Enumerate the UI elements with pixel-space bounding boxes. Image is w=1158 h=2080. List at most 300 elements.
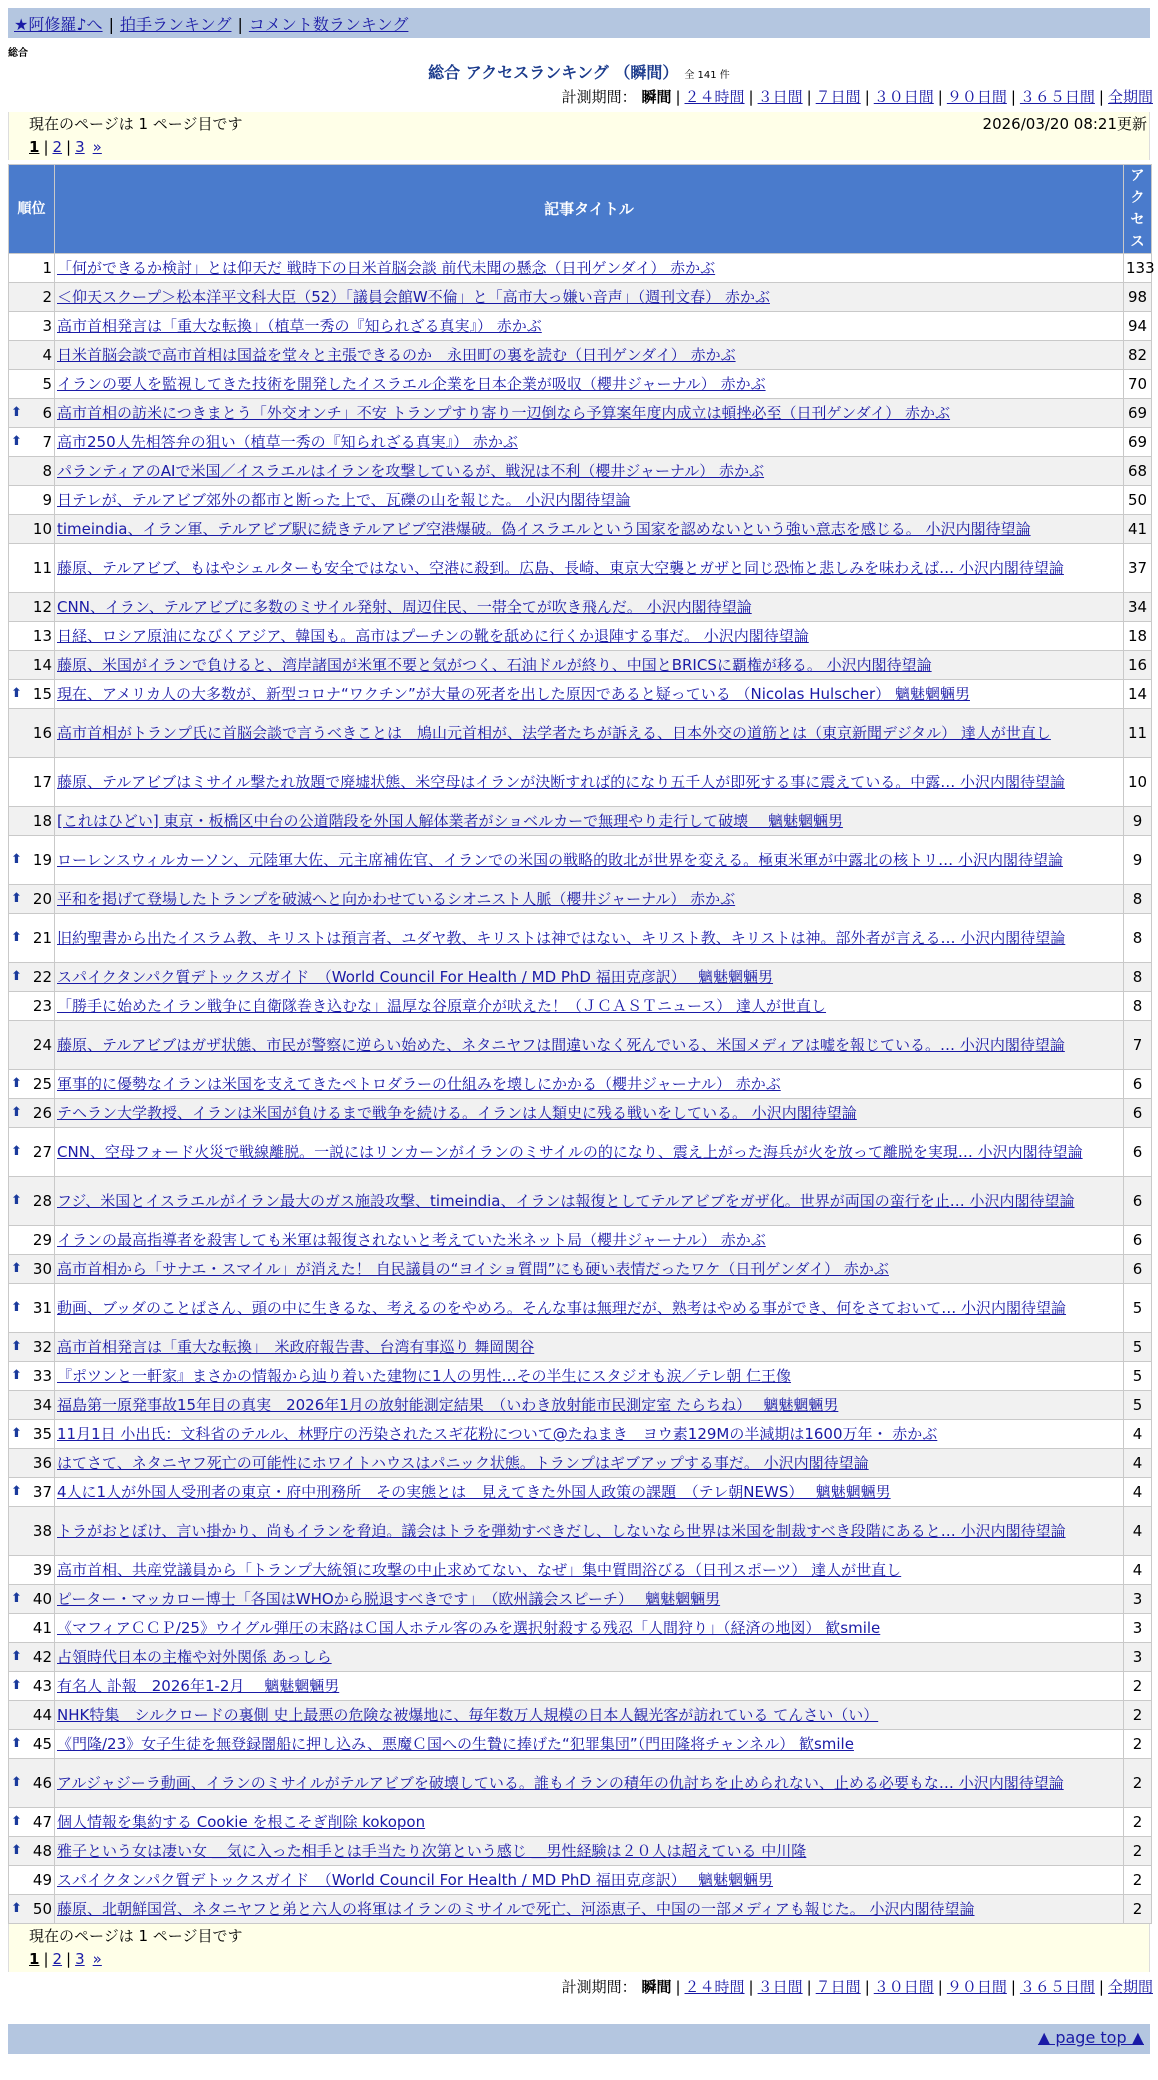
table-row — [9, 370, 1152, 399]
rank-number: 40 — [32, 1590, 52, 1608]
title-cell — [55, 1507, 1124, 1556]
rank-cell — [9, 1226, 55, 1255]
page-link-3[interactable]: 3 — [75, 138, 85, 156]
up-arrow-icon: ⬆ — [11, 686, 22, 701]
rank-number: 47 — [32, 1813, 52, 1831]
period-7d-link[interactable]: ７日間 — [815, 88, 861, 106]
rank-number: 49 — [32, 1871, 52, 1889]
table-row — [9, 341, 1152, 370]
rank-cell — [9, 1866, 55, 1895]
title-column-header: 記事タイトル — [55, 165, 1124, 254]
article-title-link[interactable]: 福島第一原発事故15年目の真実 2026年1月の放射能測定結果 （いわき放射能市民測定室 たらちね） 魑魅魍魎男 — [57, 1396, 839, 1414]
access-count: 2 — [1124, 1701, 1152, 1730]
separator: | — [237, 15, 243, 34]
article-title-link[interactable]: トラがおとぼけ、言い掛かり、尚もイランを脅迫。議会はトラを弾劾すべきだし、しないなら世界は米国を制裁すべき段階にあると… 小沢内閣待望論 — [57, 1522, 1066, 1540]
next-page-link[interactable]: » — [92, 138, 102, 156]
page-link-2[interactable]: 2 — [52, 1950, 63, 1968]
title-cell — [55, 1391, 1124, 1420]
title-cell — [55, 807, 1124, 836]
up-arrow-icon: ⬆ — [11, 1484, 22, 1499]
article-title-link[interactable]: 個人情報を集約する Cookie を根こそぎ削除 kokopon — [57, 1813, 426, 1831]
rank-cell — [9, 1808, 55, 1837]
title-cell — [55, 1614, 1124, 1643]
article-title-link[interactable]: 占領時代日本の主権や対外関係 あっしら — [57, 1648, 332, 1666]
access-count: 3 — [1124, 1643, 1152, 1672]
access-count: 6 — [1124, 1070, 1152, 1099]
access-count: 9 — [1124, 836, 1152, 885]
table-row — [9, 963, 1152, 992]
title-cell — [55, 914, 1124, 963]
rank-number: 37 — [32, 1483, 52, 1501]
period-24h-link[interactable]: ２４時間 — [684, 1978, 745, 1996]
article-title-link[interactable]: 高市首相がトランプ氏に首脳会談で言うべきことは 鳩山元首相が、法学者たちが訴える、日本外交の道筋とは（東京新聞デジタル） 達人が世直し — [57, 724, 1051, 742]
title-cell — [55, 1255, 1124, 1284]
access-count: 6 — [1124, 1099, 1152, 1128]
access-count: 6 — [1124, 1255, 1152, 1284]
title-cell — [55, 1643, 1124, 1672]
title-cell — [55, 1866, 1124, 1895]
title-cell — [55, 1556, 1124, 1585]
access-count: 37 — [1124, 544, 1152, 593]
up-arrow-icon: ⬆ — [11, 969, 22, 984]
access-count: 16 — [1124, 651, 1152, 680]
title-cell — [55, 1021, 1124, 1070]
access-count: 8 — [1124, 963, 1152, 992]
title-cell — [55, 457, 1124, 486]
article-title-link[interactable]: 「勝手に始めたイラン戦争に自衛隊巻き込むな」温厚な谷原章介が吠えた！（ＪＣＡＳＴニュース） 達人が世直し — [57, 997, 827, 1015]
up-arrow-icon: ⬆ — [11, 1843, 22, 1858]
access-count: 4 — [1124, 1556, 1152, 1585]
separator: | — [108, 15, 114, 34]
table-row — [9, 486, 1152, 515]
rank-cell — [9, 1837, 55, 1866]
article-title-link[interactable]: 藤原、テルアビブはミサイル撃たれ放題で廃墟状態、米空母はイランが決断すれば的になり五千人が即死する事に震えている。中露… 小沢内閣待望論 — [57, 773, 1065, 791]
access-count: 69 — [1124, 399, 1152, 428]
rank-cell — [9, 1128, 55, 1177]
rank-cell — [9, 963, 55, 992]
article-title-link[interactable]: イランの最高指導者を殺害しても米軍は報復されないと考えていた米ネット局（櫻井ジャーナル） 赤かぶ — [57, 1231, 766, 1249]
article-title-link[interactable]: スパイクタンパク質デトックスガイド （World Council For Health / MD PhD 福田克彦訳） 魑魅魍魎男 — [57, 968, 774, 986]
rank-cell — [9, 651, 55, 680]
title-cell — [55, 758, 1124, 807]
rank-cell — [9, 1391, 55, 1420]
article-title-link[interactable]: 《門隆/23》女子生徒を無登録闇船に押し込み、悪魔Ｃ国への生贄に捧げた“犯罪集団”（門田隆将チャンネル） 歓smile — [57, 1735, 854, 1753]
table-row — [9, 1449, 1152, 1478]
rank-number: 42 — [32, 1648, 52, 1666]
table-row — [9, 807, 1152, 836]
home-link[interactable]: ★阿修羅♪へ — [14, 15, 103, 34]
rank-cell — [9, 1333, 55, 1362]
article-title-link[interactable]: 日経、ロシア原油になびくアジア、韓国も。高市はプーチンの靴を舐めに行くか退陣する事だ。 小沢内閣待望論 — [57, 627, 809, 645]
table-row — [9, 836, 1152, 885]
rank-number: 27 — [32, 1143, 52, 1161]
article-title-link[interactable]: 藤原、米国がイランで負けると、湾岸諸国が米軍不要と気がつく、石油ドルが終り、中国とBRICSに覇権が移る。 小沢内閣待望論 — [57, 656, 932, 674]
rank-number: 4 — [42, 346, 52, 364]
table-row — [9, 1021, 1152, 1070]
article-title-link[interactable]: 軍事的に優勢なイランは米国を支えてきたペトロダラーの仕組みを壊しにかかる（櫻井ジャーナル） 赤かぶ — [57, 1075, 781, 1093]
rank-cell — [9, 1177, 55, 1226]
access-count: 11 — [1124, 709, 1152, 758]
title-cell — [55, 1128, 1124, 1177]
rank-cell — [9, 680, 55, 709]
access-count: 68 — [1124, 457, 1152, 486]
page-link-2[interactable]: 2 — [52, 138, 63, 156]
article-title-link[interactable]: 藤原、テルアビブ、もはやシェルターも安全ではない、空港に殺到。広島、長崎、東京大空襲とガザと同じ恐怖と悲しみを味わえば… 小沢内閣待望論 — [57, 559, 1064, 577]
title-cell — [55, 1420, 1124, 1449]
period-label: 計測期間： — [561, 88, 637, 106]
article-title-link[interactable]: 平和を掲げて登場したトランプを破滅へと向かわせているシオニスト人脈（櫻井ジャーナル） 赤かぶ — [57, 890, 736, 908]
access-count: 10 — [1124, 758, 1152, 807]
table-row — [9, 1391, 1152, 1420]
title-cell — [55, 399, 1124, 428]
article-title-link[interactable]: CNN、イラン、テルアビブに多数のミサイル発射、周辺住民、一帯全てが吹き飛んだ。 小沢内閣待望論 — [57, 598, 752, 616]
period-all-link[interactable]: 全期間 — [1107, 1978, 1153, 1996]
article-title-link[interactable]: 雅子という女は凄い女 ＿気に入った相手とは手当たり次第という感じ ＿男性経験は２０人は超えている 中川隆 — [57, 1842, 807, 1860]
title-cell — [55, 283, 1124, 312]
article-title-link[interactable]: スパイクタンパク質デトックスガイド （World Council For Health / MD PhD 福田克彦訳） 魑魅魍魎男 — [57, 1871, 774, 1889]
table-row — [9, 1099, 1152, 1128]
access-count: 2 — [1124, 1730, 1152, 1759]
table-row — [9, 992, 1152, 1021]
period-7d-link[interactable]: ７日間 — [815, 1978, 861, 1996]
rank-number: 25 — [32, 1075, 52, 1093]
access-count: 2 — [1124, 1759, 1152, 1808]
period-3d-link[interactable]: ３日間 — [757, 1978, 803, 1996]
table-row — [9, 428, 1152, 457]
table-row — [9, 1333, 1152, 1362]
title-cell — [55, 1226, 1124, 1255]
period-90d-link[interactable]: ９０日間 — [946, 88, 1007, 106]
rank-number: 18 — [32, 812, 52, 830]
up-arrow-icon: ⬆ — [11, 1300, 22, 1315]
category-label: 総合 — [8, 48, 28, 59]
title-cell — [55, 1701, 1124, 1730]
article-title-link[interactable]: 高市首相、共産党議員から「トランプ大統領に攻撃の中止求めてない、なぜ」集中質問浴びる（日刊スポーツ） 達人が世直し — [57, 1561, 902, 1579]
period-current: 瞬間 — [641, 88, 672, 106]
article-title-link[interactable]: 日テレが、テルアビブ郊外の都市と断った上で、瓦礫の山を報じた。 小沢内閣待望論 — [57, 491, 631, 509]
article-title-link[interactable]: 11月1日 小出氏：文科省のテルル、林野庁の汚染されたスギ花粉について@たねまき ヨウ素129Mの半減期は1600万年・ 赤かぶ — [57, 1425, 938, 1443]
access-count: 4 — [1124, 1478, 1152, 1507]
title-cell — [55, 1449, 1124, 1478]
rank-cell — [9, 914, 55, 963]
rank-number: 5 — [42, 375, 52, 393]
period-90d-link[interactable]: ９０日間 — [946, 1978, 1007, 1996]
period-30d-link[interactable]: ３０日間 — [873, 88, 934, 106]
article-title-link[interactable]: 高市首相発言は「重大な転換」 米政府報告書、台湾有事巡り 舞岡関谷 — [57, 1338, 535, 1356]
table-row — [9, 1070, 1152, 1099]
article-title-link[interactable]: timeindia、イラン軍、テルアビブ駅に続きテルアビブ空港爆破。偽イスラエルという国家を認めないという強い意志を感じる。 小沢内閣待望論 — [57, 520, 1031, 538]
table-row — [9, 1478, 1152, 1507]
page-title — [0, 60, 1158, 83]
access-count: 3 — [1124, 1614, 1152, 1643]
title-cell — [55, 1672, 1124, 1701]
article-title-link[interactable]: 『ポツンと一軒家』まさかの情報から辿り着いた建物に1人の男性…その半生にスタジオも涙／テレ朝 仁王像 — [57, 1367, 792, 1385]
rank-number: 26 — [32, 1104, 52, 1122]
access-count: 98 — [1124, 283, 1152, 312]
up-arrow-icon: ⬆ — [11, 930, 22, 945]
article-title-link[interactable]: 藤原、テルアビブはガザ状態、市民が警察に逆らい始めた、ネタニヤフは間違いなく死んでいる、米国メディアは嘘を報じている。… 小沢内閣待望論 — [57, 1036, 1065, 1054]
page-link-3[interactable]: 3 — [75, 1950, 85, 1968]
table-row — [9, 1362, 1152, 1391]
rank-number: 32 — [32, 1338, 52, 1356]
access-count: 34 — [1124, 593, 1152, 622]
title-cell — [55, 1759, 1124, 1808]
rank-number: 28 — [32, 1192, 52, 1210]
access-count: 6 — [1124, 1177, 1152, 1226]
table-row — [9, 312, 1152, 341]
rank-number: 21 — [32, 929, 52, 947]
table-row — [9, 680, 1152, 709]
table-row — [9, 1759, 1152, 1808]
period-current: 瞬間 — [641, 1978, 672, 1996]
rank-number: 12 — [32, 598, 52, 616]
table-row — [9, 709, 1152, 758]
article-title-link[interactable]: NHK特集 シルクロードの裏側 史上最悪の危険な被爆地に、毎年数万人規模の日本人観光客が訪れている てんさい（い） — [57, 1706, 879, 1724]
article-title-link[interactable]: 有名人 訃報 2026年1-2月 魑魅魍魎男 — [57, 1677, 340, 1695]
pager-top: 現在のページは 1 ページ目です 2026/03/20 08:21更新 1 | 2 | 3 » — [8, 112, 1150, 160]
access-count: 94 — [1124, 312, 1152, 341]
table-row — [9, 399, 1152, 428]
title-cell — [55, 622, 1124, 651]
rank-number: 33 — [32, 1367, 52, 1385]
access-count: 70 — [1124, 370, 1152, 399]
table-row — [9, 1643, 1152, 1672]
article-title-link[interactable]: 高市250人先相答弁の狙い（植草一秀の『知られざる真実』） 赤かぶ — [57, 433, 518, 451]
period-label: 計測期間： — [561, 1978, 637, 1996]
access-count: 5 — [1124, 1333, 1152, 1362]
article-title-link[interactable]: CNN、空母フォード火災で戦線離脱。一説にはリンカーンがイランのミサイルの的になり、震え上がった海兵が火を放って離脱を実現… 小沢内閣待望論 — [57, 1143, 1083, 1161]
article-title-link[interactable]: ピーター・マッカロー博士「各国はWHOから脱退すべきです」 （欧州議会スピーチ） 魑魅魍魎男 — [57, 1590, 721, 1608]
rank-cell — [9, 1284, 55, 1333]
up-arrow-icon: ⬆ — [11, 405, 22, 420]
up-arrow-icon: ⬆ — [11, 1591, 22, 1606]
up-arrow-icon: ⬆ — [11, 1261, 22, 1276]
rank-number: 3 — [42, 317, 52, 335]
applause-ranking-link[interactable]: 拍手ランキング — [119, 15, 232, 34]
article-title-link[interactable]: 4人に1人が外国人受刑者の東京・府中刑務所 その実態とは 見えてきた外国人政策の課題 （テレ朝NEWS） 魑魅魍魎男 — [57, 1483, 891, 1501]
up-arrow-icon: ⬆ — [11, 1649, 22, 1664]
article-title-link[interactable]: 「何ができるか検討」とは仰天だ 戦時下の日米首脳会談 前代未聞の懸念（日刊ゲンダイ） 赤かぶ — [57, 259, 716, 277]
rank-cell — [9, 1701, 55, 1730]
article-title-link[interactable]: 現在、アメリカ人の大多数が、新型コロナ“ワクチン”が大量の死者を出した原因であると疑っている （Nicolas Hulscher） 魑魅魍魎男 — [57, 685, 970, 703]
rank-cell — [9, 1449, 55, 1478]
table-row — [9, 1128, 1152, 1177]
rank-column-header: 順位 — [9, 165, 55, 254]
up-arrow-icon: ⬆ — [11, 1901, 22, 1916]
table-row — [9, 1420, 1152, 1449]
table-row — [9, 1226, 1152, 1255]
article-title-link[interactable]: フジ、米国とイスラエルがイラン最大のガス施設攻撃、timeindia、イランは報復としてテルアビブをガザ化。世界が両国の蛮行を止… 小沢内閣待望論 — [57, 1192, 1075, 1210]
rank-cell — [9, 1585, 55, 1614]
rank-cell — [9, 709, 55, 758]
rank-number: 38 — [32, 1522, 52, 1540]
rank-number: 43 — [32, 1677, 52, 1695]
rank-cell — [9, 399, 55, 428]
rank-cell — [9, 1362, 55, 1391]
rank-number: 45 — [32, 1735, 52, 1753]
page-top-link[interactable]: ▲ page top ▲ — [1037, 2028, 1144, 2047]
period-365d-link[interactable]: ３６５日間 — [1019, 1978, 1095, 1996]
article-title-link[interactable]: イランの要人を監視してきた技術を開発したイスラエル企業を日本企業が吸収（櫻井ジャーナル） 赤かぶ — [57, 375, 766, 393]
title-cell — [55, 370, 1124, 399]
rank-cell — [9, 992, 55, 1021]
table-row — [9, 1808, 1152, 1837]
article-title-link[interactable]: 高市首相から「サナエ・スマイル」が消えた！ 自民議員の“ヨイショ質問”にも硬い表情だったワケ（日刊ゲンダイ） 赤かぶ — [57, 1260, 889, 1278]
table-row — [9, 1284, 1152, 1333]
current-page-text: 現在のページは 1 ページ目です — [29, 115, 243, 133]
next-page-link[interactable]: » — [92, 1950, 102, 1968]
rank-number: 31 — [32, 1299, 52, 1317]
page-current: 1 — [29, 138, 40, 156]
rank-cell — [9, 457, 55, 486]
table-row — [9, 1556, 1152, 1585]
access-count: 2 — [1124, 1866, 1152, 1895]
access-count: 41 — [1124, 515, 1152, 544]
period-365d-link[interactable]: ３６５日間 — [1019, 88, 1095, 106]
rank-cell — [9, 1099, 55, 1128]
access-count: 9 — [1124, 807, 1152, 836]
title-cell — [55, 1895, 1124, 1924]
table-row — [9, 1585, 1152, 1614]
table-row — [9, 283, 1152, 312]
access-count: 50 — [1124, 486, 1152, 515]
rank-number: 6 — [42, 404, 52, 422]
pager-bottom: 現在のページは 1 ページ目です 1 | 2 | 3 » — [8, 1924, 1150, 1972]
rank-cell — [9, 370, 55, 399]
rank-number: 44 — [32, 1706, 52, 1724]
access-count: 7 — [1124, 1021, 1152, 1070]
title-cell — [55, 254, 1124, 283]
access-count: 5 — [1124, 1284, 1152, 1333]
rank-cell — [9, 341, 55, 370]
rank-number: 16 — [32, 724, 52, 742]
updated-timestamp: 2026/03/20 08:21更新 — [982, 115, 1147, 133]
article-title-link[interactable]: 高市首相の訪米につきまとう「外交オンチ」不安 トランプすり寄り一辺倒なら予算案年度内成立は頓挫必至（日刊ゲンダイ） 赤かぶ — [57, 404, 951, 422]
period-selector-top: 計測期間： 瞬間 | ２４時間 | ３日間 | ７日間 | ３０日間 | ９０日間 | ３６５日間 | 全期間 — [561, 88, 1153, 106]
rank-number: 11 — [32, 559, 52, 577]
rank-cell — [9, 807, 55, 836]
up-arrow-icon: ⬆ — [11, 1193, 22, 1208]
rank-cell — [9, 836, 55, 885]
up-arrow-icon: ⬆ — [11, 1426, 22, 1441]
rank-number: 39 — [32, 1561, 52, 1579]
current-page-text: 現在のページは 1 ページ目です — [29, 1927, 243, 1945]
table-row — [9, 1507, 1152, 1556]
table-row — [9, 457, 1152, 486]
rank-cell — [9, 544, 55, 593]
rank-cell — [9, 283, 55, 312]
title-cell — [55, 544, 1124, 593]
ranking-rows — [9, 254, 1155, 1924]
rank-number: 13 — [32, 627, 52, 645]
rank-number: 29 — [32, 1231, 52, 1249]
total-count: 全 141 件 — [684, 70, 730, 81]
title-cell — [55, 1099, 1124, 1128]
article-title-link[interactable]: パランティアのAIで米国／イスラエルはイランを攻撃しているが、戦況は不利（櫻井ジャーナル） 赤かぶ — [57, 462, 765, 480]
access-count: 14 — [1124, 680, 1152, 709]
table-row — [9, 914, 1152, 963]
rank-number: 22 — [32, 968, 52, 986]
rank-number: 1 — [42, 259, 52, 277]
rank-number: 2 — [42, 288, 52, 306]
access-count: 5 — [1124, 1362, 1152, 1391]
rank-cell — [9, 593, 55, 622]
period-all-link[interactable]: 全期間 — [1107, 88, 1153, 106]
rank-number: 15 — [32, 685, 52, 703]
title-cell — [55, 1362, 1124, 1391]
table-row — [9, 544, 1152, 593]
article-title-link[interactable]: 動画、ブッダのことばさん、頭の中に生きるな、考えるのをやめろ。そんな事は無理だが、熟考はやめる事ができ、何をさておいて… 小沢内閣待望論 — [57, 1299, 1067, 1317]
rank-cell — [9, 1643, 55, 1672]
article-title-link[interactable]: 日米首脳会談で高市首相は国益を堂々と主張できるのか 永田町の裏を読む（日刊ゲンダイ） 赤かぶ — [57, 346, 736, 364]
table-row — [9, 1614, 1152, 1643]
access-count: 69 — [1124, 428, 1152, 457]
up-arrow-icon: ⬆ — [11, 1144, 22, 1159]
access-count: 2 — [1124, 1808, 1152, 1837]
table-row — [9, 1701, 1152, 1730]
article-title-link[interactable]: テヘラン大学教授、イランは米国が負けるまで戦争を続ける。イランは人類史に残る戦いをしている。 小沢内閣待望論 — [57, 1104, 857, 1122]
rank-number: 41 — [32, 1619, 52, 1637]
article-title-link[interactable]: 旧約聖書から出たイスラム教、キリストは預言者、ユダヤ教、キリストは神ではない、キリスト教、キリストは神。部外者が言える… 小沢内閣待望論 — [57, 929, 1066, 947]
access-count: 4 — [1124, 1449, 1152, 1478]
article-title-link[interactable]: ＜仰天スクープ＞松本洋平文科大臣（52）「議員会館W不倫」と「高市大っ嫌い音声」（週刊文春） 赤かぶ — [57, 288, 770, 306]
top-nav-bar — [8, 8, 1150, 38]
article-title-link[interactable]: 《マフィアＣＣＰ/25》ウイグル弾圧の末路はＣ国人ホテル客のみを選択射殺する残忍「人間狩り」（経済の地図） 歓smile — [57, 1619, 881, 1637]
rank-number: 20 — [32, 890, 52, 908]
table-row — [9, 758, 1152, 807]
rank-cell — [9, 758, 55, 807]
title-cell — [55, 651, 1124, 680]
access-count: 3 — [1124, 1585, 1152, 1614]
table-row — [9, 1177, 1152, 1226]
ranking-title: 総合 アクセスランキング （瞬間） — [428, 63, 679, 82]
article-title-link[interactable]: [これはひどい] 東京・板橋区中台の公道階段を外国人解体業者がショベルカーで無理やり走行して破壊 魑魅魍魎男 — [57, 812, 843, 830]
title-cell — [55, 1284, 1124, 1333]
title-cell — [55, 1478, 1124, 1507]
table-row — [9, 885, 1152, 914]
title-cell — [55, 709, 1124, 758]
rank-cell — [9, 622, 55, 651]
period-3d-link[interactable]: ３日間 — [757, 88, 803, 106]
rank-cell — [9, 1478, 55, 1507]
table-row — [9, 1672, 1152, 1701]
title-cell — [55, 885, 1124, 914]
rank-cell — [9, 1070, 55, 1099]
rank-cell — [9, 428, 55, 457]
access-count: 2 — [1124, 1837, 1152, 1866]
article-title-link[interactable]: 藤原、北朝鮮国営、ネタニヤフと弟と六人の将軍はイランのミサイルで死亡、河添恵子、中国の一部メディアも報じた。 小沢内閣待望論 — [57, 1900, 975, 1918]
rank-number: 10 — [32, 520, 52, 538]
article-title-link[interactable]: 高市首相発言は「重大な転換」（植草一秀の『知られざる真実』） 赤かぶ — [57, 317, 542, 335]
ranking-table — [8, 164, 1155, 1924]
access-count: 6 — [1124, 1128, 1152, 1177]
article-title-link[interactable]: はてさて、ネタニヤフ死亡の可能性にホワイトハウスはパニック状態。トランプはギブアップする事だ。 小沢内閣待望論 — [57, 1454, 869, 1472]
period-selector-bottom: 計測期間： 瞬間 | ２４時間 | ３日間 | ７日間 | ３０日間 | ９０日間 | ３６５日間 | 全期間 — [561, 1978, 1153, 1996]
article-title-link[interactable]: ローレンスウィルカーソン、元陸軍大佐、元主席補佐官、イランでの米国の戦略的敗北が世界を変える。極東米軍が中露北の核トリ… 小沢内閣待望論 — [57, 851, 1063, 869]
period-30d-link[interactable]: ３０日間 — [873, 1978, 934, 1996]
article-title-link[interactable]: アルジャジーラ動画、イランのミサイルがテルアビブを破壊している。誰もイランの積年の仇討ちを止められない、止める必要もな… 小沢内閣待望論 — [57, 1774, 1064, 1792]
rank-number: 24 — [32, 1036, 52, 1054]
comment-ranking-link[interactable]: コメント数ランキング — [248, 15, 409, 34]
access-count: 4 — [1124, 1507, 1152, 1556]
rank-cell — [9, 1556, 55, 1585]
rank-number: 7 — [42, 433, 52, 451]
up-arrow-icon: ⬆ — [11, 1736, 22, 1751]
up-arrow-icon: ⬆ — [11, 1775, 22, 1790]
table-row — [9, 1730, 1152, 1759]
period-24h-link[interactable]: ２４時間 — [684, 88, 745, 106]
rank-cell — [9, 1672, 55, 1701]
